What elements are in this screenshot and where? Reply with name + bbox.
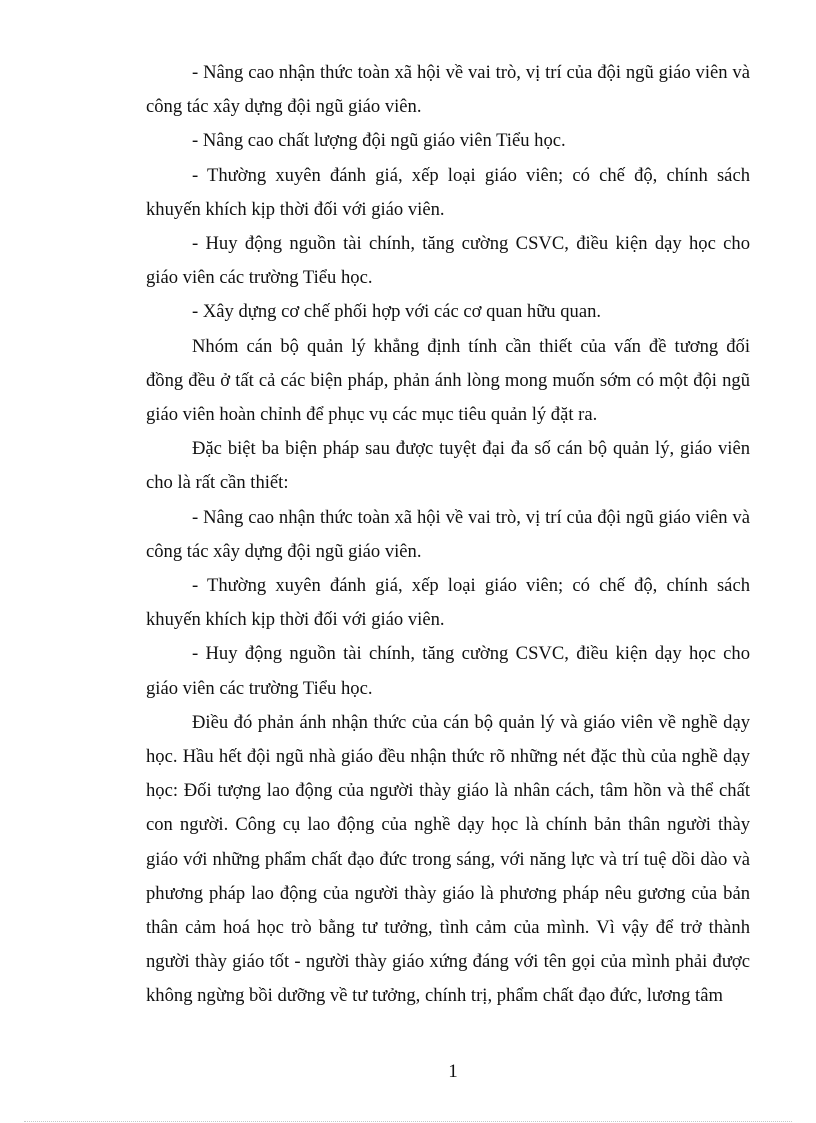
text-line: giáo với những phẩm chất đạo đức trong sáng, với năng lực và trí tuệ dồi dào và xyxy=(146,848,750,870)
text-line: - Nâng cao chất lượng đội ngũ giáo viên Tiểu học. xyxy=(192,130,566,152)
paragraph-3 xyxy=(146,159,750,227)
text-line: - Huy động nguồn tài chính, tăng cường CSVC, điều kiện dạy học cho xyxy=(192,233,750,255)
text-line: - Nâng cao nhận thức toàn xã hội về vai trò, vị trí của đội ngũ giáo viên và xyxy=(192,62,750,83)
paragraph-5 xyxy=(146,295,750,329)
text-line: - Thường xuyên đánh giá, xếp loại giáo viên; có chế độ, chính sách xyxy=(192,164,750,186)
text-line: giáo viên hoàn chỉnh để phục vụ các mục tiêu quản lý đặt ra. xyxy=(146,404,598,426)
text-line: giáo viên các trường Tiểu học. xyxy=(146,267,373,289)
text-line: không ngừng bồi dưỡng về tư tưởng, chính trị, phẩm chất đạo đức, lương tâm xyxy=(146,985,723,1007)
text-line: - Thường xuyên đánh giá, xếp loại giáo viên; có chế độ, chính sách xyxy=(192,575,750,597)
page-bottom-divider xyxy=(24,1121,792,1122)
paragraph-11 xyxy=(146,706,750,1014)
text-line: học: Đối tượng lao động của người thày giáo là nhân cách, tâm hồn và thể chất xyxy=(146,780,750,802)
text-line: khuyến khích kịp thời đối với giáo viên. xyxy=(146,198,445,220)
text-line: cho là rất cần thiết: xyxy=(146,472,289,494)
document-body xyxy=(146,56,750,1014)
paragraph-1 xyxy=(146,56,750,124)
paragraph-6 xyxy=(146,330,750,433)
text-line: đồng đều ở tất cả các biện pháp, phản ánh lòng mong muốn sớm có một đội ngũ xyxy=(146,369,750,391)
paragraph-2 xyxy=(146,124,750,158)
text-line: Đặc biệt ba biện pháp sau được tuyệt đại đa số cán bộ quản lý, giáo viên xyxy=(192,438,750,460)
text-line: thân cảm hoá học trò bằng tư tưởng, tình cảm của mình. Vì vậy để trở thành xyxy=(146,917,750,939)
text-line: Điều đó phản ánh nhận thức của cán bộ quản lý và giáo viên về nghề dạy xyxy=(192,711,750,733)
text-line: - Nâng cao nhận thức toàn xã hội về vai trò, vị trí của đội ngũ giáo viên và xyxy=(192,506,750,528)
text-line: giáo viên các trường Tiểu học. xyxy=(146,677,373,699)
paragraph-7 xyxy=(146,432,750,500)
text-line: công tác xây dựng đội ngũ giáo viên. xyxy=(146,96,422,118)
text-line: khuyến khích kịp thời đối với giáo viên. xyxy=(146,609,445,631)
text-line: Nhóm cán bộ quản lý khẳng định tính cần thiết của vấn đề tương đối xyxy=(192,335,750,357)
text-line: người thày giáo tốt - người thày giáo xứng đáng với tên gọi của mình phải được xyxy=(146,951,750,973)
text-line: học. Hầu hết đội ngũ nhà giáo đều nhận thức rõ những nét đặc thù của nghề dạy xyxy=(146,746,750,768)
text-line: - Xây dựng cơ chế phối hợp với các cơ quan hữu quan. xyxy=(192,301,602,323)
text-line: công tác xây dựng đội ngũ giáo viên. xyxy=(146,540,422,562)
paragraph-9 xyxy=(146,569,750,637)
paragraph-4 xyxy=(146,227,750,295)
paragraph-10 xyxy=(146,637,750,705)
text-line: phương pháp lao động của người thày giáo là phương pháp nêu gương của bản xyxy=(146,882,750,904)
paragraph-8 xyxy=(146,501,750,569)
text-line: con người. Công cụ lao động của nghề dạy học là chính bản thân người thày xyxy=(146,814,750,836)
page-number: 1 xyxy=(448,1061,458,1082)
text-line: - Huy động nguồn tài chính, tăng cường CSVC, điều kiện dạy học cho xyxy=(192,643,750,665)
